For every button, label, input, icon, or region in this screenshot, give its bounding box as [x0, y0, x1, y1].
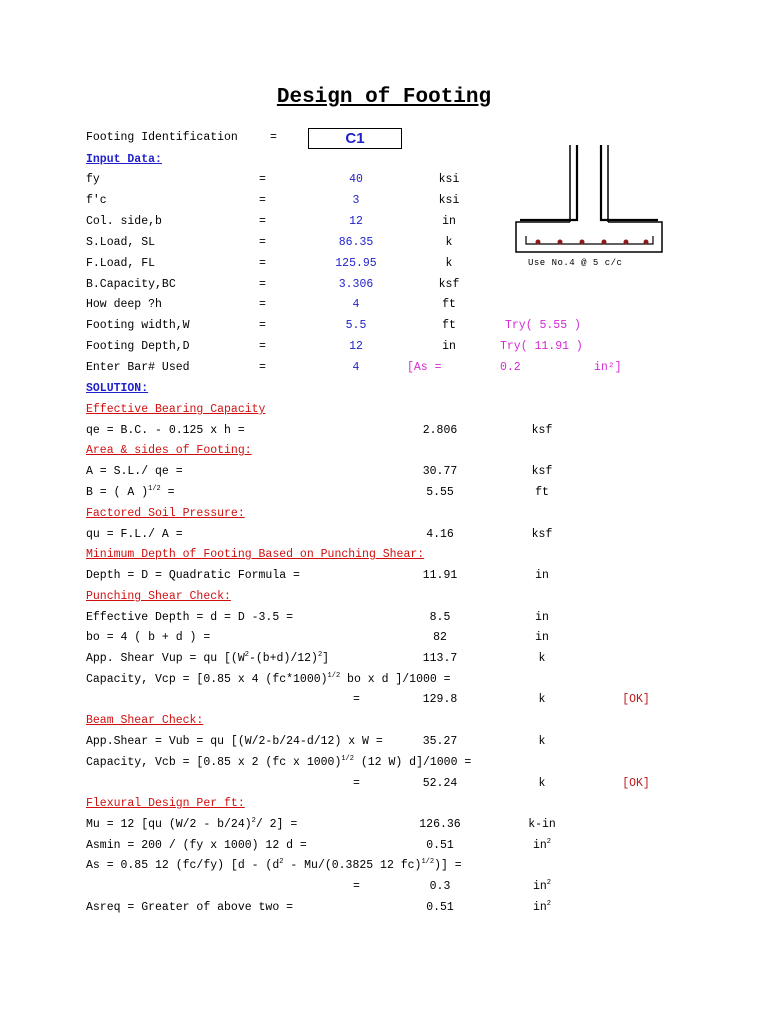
calc-value: 0.51 [426, 839, 454, 852]
vcp-formula-row [0, 673, 768, 693]
calc-label: Mu = 12 [qu (W/2 - b/24)$^2$/ 2] = [86, 817, 298, 831]
input-equals: = [259, 278, 266, 291]
calc-value: 2.806 [422, 424, 458, 437]
depth-row [0, 569, 768, 589]
section-heading: Effective Bearing Capacity [86, 403, 266, 416]
input-equals: = [259, 215, 266, 228]
rebar-dot [624, 240, 629, 245]
input-label: f'c [86, 194, 107, 207]
calc-value: 8.5 [429, 611, 451, 624]
calc-label: Capacity, Vcp = [0.85 x 4 $(fc*1000)^{1/2}$ bo x d ]/1000 = [86, 672, 451, 686]
mu-row [0, 818, 768, 838]
input-equals: = [259, 319, 266, 332]
flex-heading-row [0, 797, 768, 817]
input-label: Footing width,W [86, 319, 190, 332]
as-result-row [0, 880, 768, 900]
calc-unit: in [535, 569, 549, 582]
calc-label: App.Shear = Vub = qu [(W/2-b/24-d/12) x W = [86, 735, 383, 748]
calc-label: Effective Depth = d = D -3.5 = [86, 611, 294, 624]
input-label: B.Capacity,BC [86, 278, 176, 291]
input-equals: = [259, 236, 266, 249]
calc-label: Depth = D = Quadratic Formula = [86, 569, 300, 582]
input-unit: ksi [438, 194, 460, 207]
calc-equals: = [353, 777, 360, 790]
calc-value: 0.3 [429, 880, 451, 893]
vub-row [0, 735, 768, 755]
calc-unit: ft [535, 486, 549, 499]
rebar-dot [602, 240, 607, 245]
footing-id-label: Footing Identification [86, 131, 238, 144]
calc-label: A = S.L./ qe = [86, 465, 183, 478]
calc-unit: ksf [531, 424, 553, 437]
input-unit: k [445, 257, 453, 270]
mdf-heading-row [0, 548, 768, 568]
input-label: F.Load, FL [86, 257, 156, 270]
vcb-result-row [0, 777, 768, 797]
try-depth-hint: Try( 11.91 ) [500, 340, 583, 353]
psc-heading-row [0, 590, 768, 610]
calc-unit: ksf [531, 465, 553, 478]
section-heading: Minimum Depth of Footing Based on Punching Shear: [86, 548, 425, 561]
input-value[interactable]: 86.35 [338, 236, 374, 249]
input-data-heading: Input Data: [86, 153, 162, 166]
footing-id-value[interactable]: C1 [308, 128, 402, 149]
input-label: Col. side,b [86, 215, 162, 228]
calc-unit: $in^2$ [532, 838, 551, 852]
area-a-row [0, 465, 768, 485]
bottom-rebar [526, 236, 653, 244]
calc-unit: k [538, 693, 546, 706]
vcb-formula-row [0, 756, 768, 776]
rebar-dot [536, 240, 541, 245]
eff-depth-row [0, 611, 768, 631]
footing-outline [516, 222, 662, 252]
calc-label: App. Shear Vup = qu $[(W^2-(b+d)/12)^2]$ [86, 651, 330, 665]
calc-label: Asreq = Greater of above two = [86, 901, 294, 914]
calc-label: Capacity, Vcb = [0.85 x 2 (fc x 1000)$^{1/2}$ (12 W) d]/1000 = [86, 755, 472, 769]
calc-value: 113.7 [422, 652, 458, 665]
bsc-heading-row [0, 714, 768, 734]
calc-unit: ksf [531, 528, 553, 541]
input-label: How deep ?h [86, 298, 162, 311]
input-equals: = [259, 361, 266, 374]
calc-label: bo = 4 ( b + d ) = [86, 631, 211, 644]
calc-value: 30.77 [422, 465, 458, 478]
input-value[interactable]: 4 [352, 298, 360, 311]
rebar-dot [580, 240, 585, 245]
calc-value: 0.51 [426, 901, 454, 914]
rebar-dot [644, 240, 649, 245]
input-row-factored-load [0, 257, 768, 277]
input-equals: = [259, 194, 266, 207]
input-row-footing-width [0, 319, 768, 339]
input-unit: in [442, 215, 456, 228]
ok-status-badge: [OK] [622, 693, 650, 706]
input-unit: k [445, 236, 453, 249]
ok-status-badge: [OK] [622, 777, 650, 790]
footing-section-diagram [508, 140, 668, 260]
input-label: Enter Bar# Used [86, 361, 190, 374]
solution-heading: SOLUTION: [86, 382, 149, 395]
calc-unit: in [535, 611, 549, 624]
calc-equals: = [353, 880, 360, 893]
section-heading: Area & sides of Footing: [86, 444, 252, 457]
vcp-result-row [0, 693, 768, 713]
rebar-dot [558, 240, 563, 245]
section-heading: Flexural Design Per ft: [86, 797, 245, 810]
calc-unit: in [535, 631, 549, 644]
calc-value: 129.8 [422, 693, 458, 706]
as-value: 0.2 [500, 361, 521, 374]
asmin-row [0, 839, 768, 859]
asreq-row [0, 901, 768, 921]
calc-unit: k-in [528, 818, 556, 831]
area-b-row [0, 486, 768, 506]
calc-equals: = [353, 693, 360, 706]
calc-unit: k [538, 652, 546, 665]
calc-value: 82 [433, 631, 447, 644]
try-width-hint: Try( 5.55 ) [505, 319, 581, 332]
input-label: S.Load, SL [86, 236, 156, 249]
ebc-heading-row [0, 403, 768, 423]
qe-row [0, 424, 768, 444]
input-equals: = [259, 257, 266, 270]
input-value[interactable]: 5.5 [345, 319, 367, 332]
bar-number-value[interactable]: 4 [352, 361, 360, 374]
calc-label: qu = F.L./ A = [86, 528, 183, 541]
input-equals: = [259, 340, 266, 353]
input-row-bar-used [0, 361, 768, 381]
solution-heading-row [0, 382, 768, 402]
input-unit: ksi [438, 173, 460, 186]
input-value[interactable]: 40 [349, 173, 363, 186]
input-unit: ft [442, 319, 456, 332]
section-heading: Punching Shear Check: [86, 590, 231, 603]
calc-label: B = ( A )$^{1/2}$ = [86, 485, 175, 499]
section-heading: Beam Shear Check: [86, 714, 204, 727]
input-value[interactable]: 3.306 [338, 278, 374, 291]
dowel-left [520, 145, 577, 220]
calc-value: 126.36 [419, 818, 461, 831]
input-equals: = [259, 298, 266, 311]
qu-row [0, 528, 768, 548]
as-formula-row [0, 859, 768, 879]
as-label: [As = [407, 361, 442, 374]
dowel-right [601, 145, 658, 220]
calc-unit: k [538, 735, 546, 748]
calc-value: 4.16 [426, 528, 454, 541]
fsp-heading-row [0, 507, 768, 527]
input-row-bearing-capacity [0, 278, 768, 298]
input-value[interactable]: 12 [349, 215, 363, 228]
input-value[interactable]: 3 [352, 194, 360, 207]
bo-row [0, 631, 768, 651]
input-value[interactable]: 125.95 [335, 257, 377, 270]
section-heading: Factored Soil Pressure: [86, 507, 245, 520]
calc-label: qe = B.C. - 0.125 x h = [86, 424, 245, 437]
input-label: Footing Depth,D [86, 340, 190, 353]
calc-unit: $in^2$ [532, 900, 551, 914]
calc-unit: $in^2$ [532, 879, 551, 893]
input-unit: ft [442, 298, 456, 311]
input-row-depth-h [0, 298, 768, 318]
calc-label: As = 0.85 12 (fc/fy) [$d - (d^2 - Mu/(0.3825$ 12 fc)$^{1/2}$)] = [86, 858, 462, 872]
calc-value: 5.55 [426, 486, 454, 499]
as-unit: in²] [594, 361, 622, 374]
input-row-footing-depth [0, 340, 768, 360]
vup-row [0, 652, 768, 672]
calc-unit: k [538, 777, 546, 790]
calc-value: 52.24 [422, 777, 458, 790]
input-unit: ksf [438, 278, 460, 291]
input-value[interactable]: 12 [349, 340, 363, 353]
diagram-caption: Use No.4 @ 5 c/c [528, 258, 623, 268]
calc-label: Asmin = 200 / (fy x 1000) 12 d = [86, 839, 307, 852]
input-label: fy [86, 173, 100, 186]
page-title: Design of Footing [276, 86, 492, 109]
footing-id-equals: = [270, 131, 277, 144]
calc-value: 11.91 [422, 569, 458, 582]
calc-value: 35.27 [422, 735, 458, 748]
input-equals: = [259, 173, 266, 186]
area-heading-row [0, 444, 768, 464]
input-unit: in [442, 340, 456, 353]
